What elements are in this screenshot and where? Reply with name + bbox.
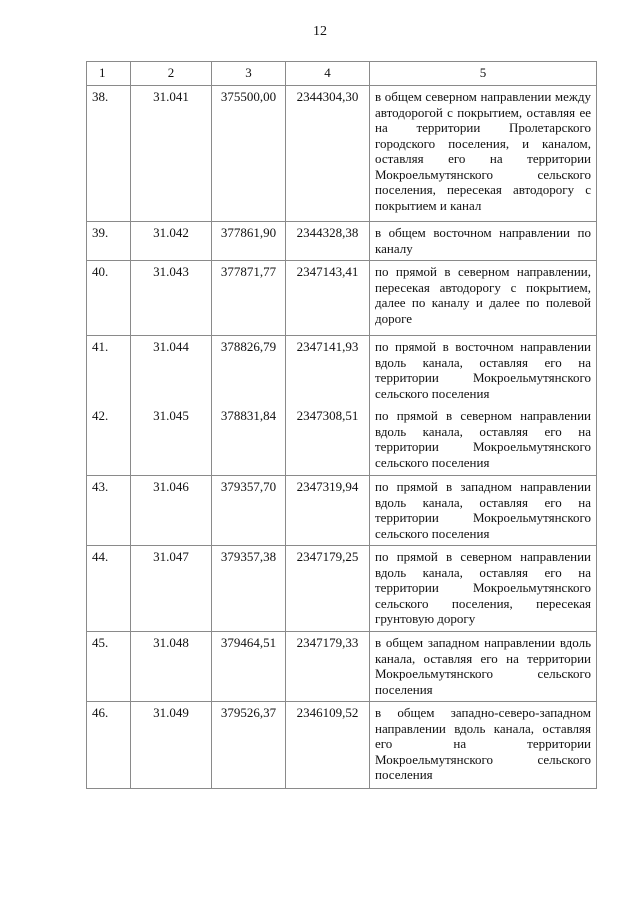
coord-x: 377861,90	[212, 222, 286, 261]
boundary-description: по прямой в восточном направлении вдоль канала, оставляя его на территории Мокроельмутянского сельского поселения	[370, 336, 597, 406]
boundary-description: по прямой в северном направлении, пересекая автодорогу с покрытием, далее по каналу и далее по полевой дороге	[370, 261, 597, 336]
page-number: 12	[313, 24, 327, 39]
boundary-description: в общем северном направлении между автодорогой с покрытием, оставляя ее на территории Пролетарского городского поселения, и каналом, оставляя его на территории Мокроельмутянского сельского поселения, пересекая автодорогу с покрытием и канал	[370, 86, 597, 222]
table-row	[87, 546, 597, 632]
coord-x: 375500,00	[212, 86, 286, 222]
row-number: 39.	[87, 222, 131, 261]
coord-x: 379464,51	[212, 632, 286, 702]
coord-x: 379526,37	[212, 702, 286, 789]
coord-x: 379357,70	[212, 476, 286, 546]
coord-y: 2347308,51	[286, 405, 370, 476]
point-id: 31.048	[131, 632, 212, 702]
row-number: 38.	[87, 86, 131, 222]
boundary-description: в общем западном направлении вдоль канала, оставляя его на территории Мокроельмутянского сельского поселения	[370, 632, 597, 702]
coord-y: 2347141,93	[286, 336, 370, 406]
point-id: 31.045	[131, 405, 212, 476]
point-id: 31.044	[131, 336, 212, 406]
row-number: 45.	[87, 632, 131, 702]
row-number: 46.	[87, 702, 131, 789]
row-number: 44.	[87, 546, 131, 632]
point-id: 31.043	[131, 261, 212, 336]
coord-x: 378826,79	[212, 336, 286, 406]
coord-y: 2347179,25	[286, 546, 370, 632]
boundary-description: по прямой в западном направлении вдоль канала, оставляя его на территории Мокроельмутянского сельского поселения	[370, 476, 597, 546]
table-row	[87, 476, 597, 546]
point-id: 31.046	[131, 476, 212, 546]
boundary-table	[86, 61, 597, 789]
table-row	[87, 702, 597, 789]
coord-y: 2346109,52	[286, 702, 370, 789]
coord-x: 379357,38	[212, 546, 286, 632]
coord-x: 377871,77	[212, 261, 286, 336]
column-header-1: 1	[87, 62, 131, 86]
point-id: 31.047	[131, 546, 212, 632]
coord-y: 2344304,30	[286, 86, 370, 222]
row-number: 40.	[87, 261, 131, 336]
point-id: 31.042	[131, 222, 212, 261]
table-row	[87, 336, 597, 406]
table-row	[87, 261, 597, 336]
table-row	[87, 86, 597, 222]
table-row	[87, 405, 597, 476]
boundary-description: по прямой в северном направлении вдоль канала, оставляя его на территории Мокроельмутянского сельского поселения	[370, 405, 597, 476]
point-id: 31.041	[131, 86, 212, 222]
point-id: 31.049	[131, 702, 212, 789]
column-header-4: 4	[286, 62, 370, 86]
coord-y: 2347143,41	[286, 261, 370, 336]
coord-y: 2347319,94	[286, 476, 370, 546]
table-header-row	[87, 62, 597, 86]
coord-x: 378831,84	[212, 405, 286, 476]
column-header-5: 5	[370, 62, 597, 86]
coord-y: 2347179,33	[286, 632, 370, 702]
boundary-description: в общем восточном направлении по каналу	[370, 222, 597, 261]
row-number: 41.	[87, 336, 131, 406]
column-header-2: 2	[131, 62, 212, 86]
table-row	[87, 632, 597, 702]
boundary-description: по прямой в северном направлении вдоль канала, оставляя его на территории Мокроельмутянского сельского поселения, пересекая грунтовую дорогу	[370, 546, 597, 632]
coord-y: 2344328,38	[286, 222, 370, 261]
boundary-description: в общем западно-северо-западном направлении вдоль канала, оставляя его на территории Мокроельмутянского сельского поселения	[370, 702, 597, 789]
table-row	[87, 222, 597, 261]
row-number: 43.	[87, 476, 131, 546]
column-header-3: 3	[212, 62, 286, 86]
row-number: 42.	[87, 405, 131, 476]
